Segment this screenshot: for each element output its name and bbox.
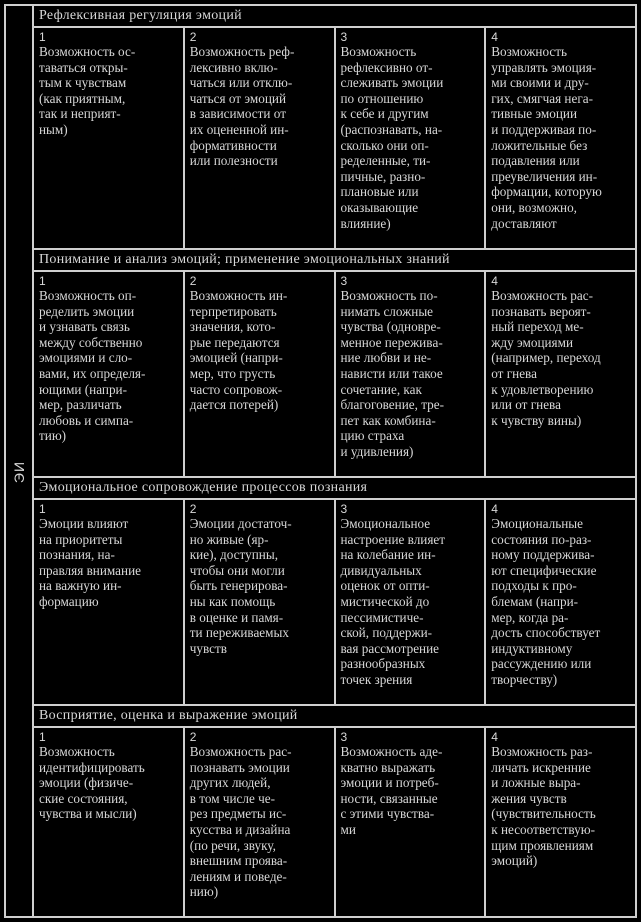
section-perception-expression: [34, 706, 637, 916]
section-title: Эмоциональное сопровождение процессов познания: [34, 478, 637, 500]
cell-number: 2: [189, 502, 197, 516]
cell-text: Возможность рас- познавать эмоции других людей, в том числе че- рез предметы ис- кусства и дизайна (по речи, звуку, внешним проява- лениям и поведе- нию): [189, 744, 292, 900]
cell-number: 2: [189, 730, 197, 744]
cell-number: 3: [340, 30, 348, 44]
cell-text: Возможность управлять эмоция- ми своими и дру- гих, смягчая нега- тивные эмоции и поддерживая по- ложительные без подавления или преувеличения ин- формации, которую они, возможно, доставляют: [491, 44, 602, 231]
section-understanding-emotions: [34, 250, 637, 476]
table-cell: [185, 272, 336, 476]
table-cell: [336, 500, 487, 704]
section-title: Понимание и анализ эмоций; применение эмоциональных знаний: [34, 250, 637, 272]
section-cells: [34, 728, 637, 916]
cell-number: 2: [189, 274, 197, 288]
side-label: ЭИ: [11, 460, 27, 484]
cell-number: 4: [491, 30, 498, 44]
section-cells: [34, 272, 637, 476]
section-emotional-facilitation: [34, 478, 637, 704]
cell-text: Эмоции достаточ- но живые (яр- кие), доступны, чтобы они могли быть генерирова- ны как помощь в оценке и памя- ти переживаемых чувств: [189, 516, 292, 656]
cell-text: Возможность рас- познавать вероят- ный переход ме- жду эмоциями (например, переход от гнева к удовлетворению или от гнева к чувству вины): [491, 288, 601, 428]
cell-number: 3: [340, 730, 348, 744]
cell-text: Возможность оп- ределить эмоции и узнавать связь между собственно эмоциями и сло- вами, их определя- ющими (напри- мер, различать любовь и симпа- тию): [39, 288, 146, 444]
table-cell: [336, 28, 487, 248]
table-cell: [185, 728, 336, 916]
side-column: [4, 4, 34, 918]
table-cell: [185, 28, 336, 248]
cell-text: Возможность аде- кватно выражать эмоции и потреб- ности, связанные с этими чувства- ми: [340, 744, 443, 837]
cell-text: Эмоции влияют на приоритеты познания, на- правляя внимание на важную ин- формацию: [39, 516, 141, 609]
table-cell: [486, 500, 637, 704]
cell-text: Возможность по- нимать сложные чувства (одновре- менное переживa- ние любви и не- нависти или такое сочетание, как благоговение, тре- пет как комбина- цию страха и удивления): [340, 288, 444, 459]
cell-text: Эмоциональные состояния по-раз- ному поддержива- ют специфические подходы к про- блемам (напри- мер, когда ра- дость способствует индуктивному рассуждению или творчеству): [491, 516, 601, 687]
cell-number: 1: [39, 730, 46, 744]
section-title: Восприятие, оценка и выражение эмоций: [34, 706, 637, 728]
table-cell: [34, 500, 185, 704]
table-cell: [34, 272, 185, 476]
section-cells: [34, 28, 637, 248]
cell-text: Возможность ос- таваться откры- тым к чувствам (как приятным, так и неприят- ным): [39, 44, 136, 137]
cell-number: 4: [491, 730, 498, 744]
cell-text: Возможность ин- терпретировать значения, кото- рые передаются эмоцией (напри- мер, что грусть часто сопровож- дается потерей): [189, 288, 288, 413]
cell-text: Возможность раз- личать искренние и ложные выра- жения чувств (чувствительность к несоответствую- щим проявлениям эмоций): [491, 744, 596, 869]
cell-number: 1: [39, 274, 46, 288]
cell-number: 1: [39, 30, 46, 44]
section-title: Рефлексивная регуляция эмоций: [34, 6, 637, 28]
table-cell: [34, 28, 185, 248]
table-cell: [486, 28, 637, 248]
cell-text: Возможность идентифицировать эмоции (физиче- ские состояния, чувства и мысли): [39, 744, 145, 822]
cell-text: Эмоциональное настроение влияет на колебание ин- дивидуальных оценок от опти- мистической до пессимистиче- ской, поддержи- вая рассмотрение разнообразных точек зрения: [340, 516, 446, 687]
table-cell: [486, 272, 637, 476]
cell-text: Возможность реф- лексивно вклю- чаться или отклю- чаться от эмоций в зависимости от их оцененной ин- формативности или полезности: [189, 44, 295, 169]
cell-number: 2: [189, 30, 197, 44]
cell-number: 4: [491, 274, 498, 288]
table-cell: [336, 728, 487, 916]
cell-text: Возможность рефлексивно от- слеживать эмоции по отношению к себе и другим (распознавать, на- сколько они оп- ределенные, ти- пичные, разно- плановые или оказывающие влияние): [340, 44, 444, 231]
cell-number: 1: [39, 502, 46, 516]
table-cell: [34, 728, 185, 916]
table-cell: [336, 272, 487, 476]
table-cell: [486, 728, 637, 916]
cell-number: 4: [491, 502, 498, 516]
cell-number: 3: [340, 502, 348, 516]
section-cells: [34, 500, 637, 704]
cell-number: 3: [340, 274, 348, 288]
section-reflexive-regulation: [34, 6, 637, 248]
table-cell: [185, 500, 336, 704]
